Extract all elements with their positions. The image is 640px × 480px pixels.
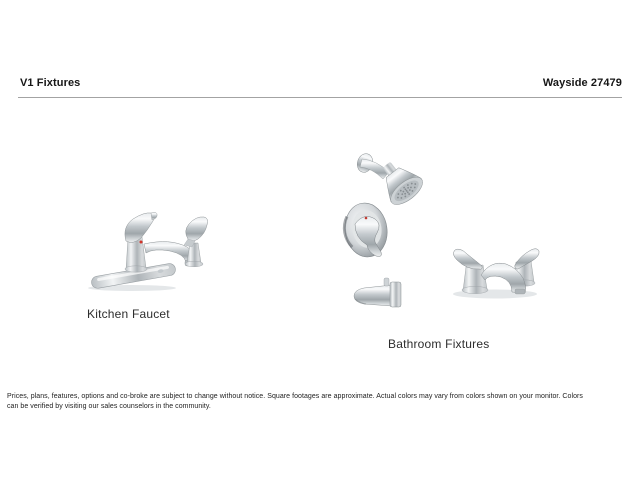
bathroom-fixtures-image <box>340 148 545 308</box>
footer-disclaimer <box>7 392 632 412</box>
product-kitchen-faucet <box>88 210 223 321</box>
page-title: V1 Fixtures <box>20 77 81 89</box>
header-divider <box>18 97 622 98</box>
product-bathroom-fixtures <box>340 148 550 351</box>
kitchen-faucet-label: Kitchen Faucet <box>87 307 170 321</box>
disclaimer-line-1: Prices, plans, features, options and co-broke are subject to change without notice. Square footages are approximate. Actual colors may vary from colors shown on your monitor. Colors <box>7 393 583 400</box>
kitchen-faucet-image <box>88 210 210 292</box>
disclaimer-line-2: can be verified by visiting our sales counselors in the community. <box>7 403 211 410</box>
community-plan-number: Wayside 27479 <box>542 77 622 89</box>
bathroom-fixtures-label: Bathroom Fixtures <box>388 337 490 351</box>
